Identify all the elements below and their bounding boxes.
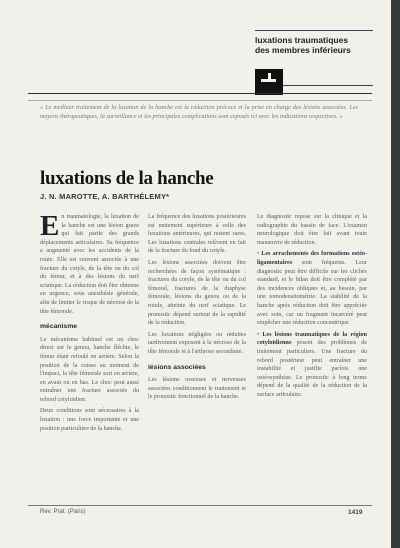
text-column-2 [148,213,246,405]
text-column-3 [257,213,367,402]
paragraph: Les luxations négligées ou réduites tardivement exposent à la nécrose de la tête fémorale et à l'arthrose secondaire. [148,331,246,355]
header-divider [28,93,372,94]
section-heading-mechanism: mécanisme [40,323,78,331]
page-number: 1419 [348,509,363,516]
paragraph: Le mécanisme habituel est un choc direct sur le genou, hanche fléchie, le fémur étant refoulé en arrière. Selon la position de la cuisse au moment de l'impact, la tête fémorale sort en arrière, en avant ou en bas. Le choc peut aussi entraîner une fracture associée du rebord cotyloïdien. [40,336,139,403]
list-item: • Les arrachements des formations ostéo-ligamentaires sont fréquents. Leur diagnostic peut être difficile sur les clichés standard, et le bilan doit être complété par des incidences obliques et, au besoin, par une tomodensitométrie. La stabilité de la hanche après réduction doit être appréciée avec soin, car un fragment incarcéré peut empêcher une réduction concentrique. [257,251,367,327]
page-edge [391,0,400,548]
article-authors: J. N. MAROTTE, A. BARTHÉLEMY* [40,192,170,201]
paragraph: La fréquence des luxations postérieures est nettement supérieure à celle des luxations antérieures, qui restent rares. Les luxations centrales relèvent en fait de la fracture du fond du cotyle. [148,214,246,255]
section-header-line1: luxations traumatiques [255,35,349,45]
section-heading-associated-lesions: lésions associées [148,363,206,371]
drop-cap: E [40,210,60,242]
paragraph: Deux conditions sont nécessaires à la luxation : une force importante et une position particulière de la hanche. [40,408,139,432]
header-divider-thin [28,100,372,101]
list-item: • Les lésions traumatiques de la région cotyloïdienne posent des problèmes de traitement particuliers. Une fracture du rebord postérieur peut entraîner une instabilité et justifie parfois une ostéosynthèse. Le pronostic à long terme dépend de la qualité de la réduction de la surface articulaire. [257,331,367,398]
article-abstract: « Le meilleur traitement de la luxation de la hanche est la réduction précoce et la prise en charge des lésions associées. Les moyens thérapeutiques, la surveillance et les principales complications sont exposés ici avec les indications respectives. » [40,104,358,121]
article-title: luxations de la hanche [40,168,214,189]
text-column-1 [40,210,139,436]
section-header-line2: des membres inférieurs [255,45,351,55]
paragraph: Le diagnostic repose sur la clinique et la radiographie du bassin de face. L'examen neurologique doit être fait avant toute manœuvre de réduction. [257,214,367,246]
section-header [255,30,373,86]
paragraph: Les lésions osseuses et nerveuses associées conditionnent le traitement et le pronostic fonctionnel de la hanche. [148,377,246,401]
section-logo-icon [255,69,283,95]
paragraph: En traumatologie, la luxation de la hanche est une lésion grave qui fait partie des grands déplacements articulaires. Sa fréquence a augmenté avec les accidents de la route. Elle est souvent associée à une fracture du cotyle, de la tête ou du col du fémur, et à des lésions du nerf sciatique. La réduction doit être obtenue en urgence, sous anesthésie générale, afin de limiter le risque de nécrose de la tête fémorale. [40,210,139,315]
footer-journal: Rev. Prat. (Paris) [40,509,86,515]
paragraph: Les lésions associées doivent être recherchées de façon systématique : fractures du cotyle, de la tête ou du col fémoral, fractures de la diaphyse fémorale, lésions du genou ou de la rotule, atteinte du nerf sciatique. Le pronostic dépend surtout de la rapidité de la réduction. [148,259,246,327]
footer-divider [28,505,372,506]
